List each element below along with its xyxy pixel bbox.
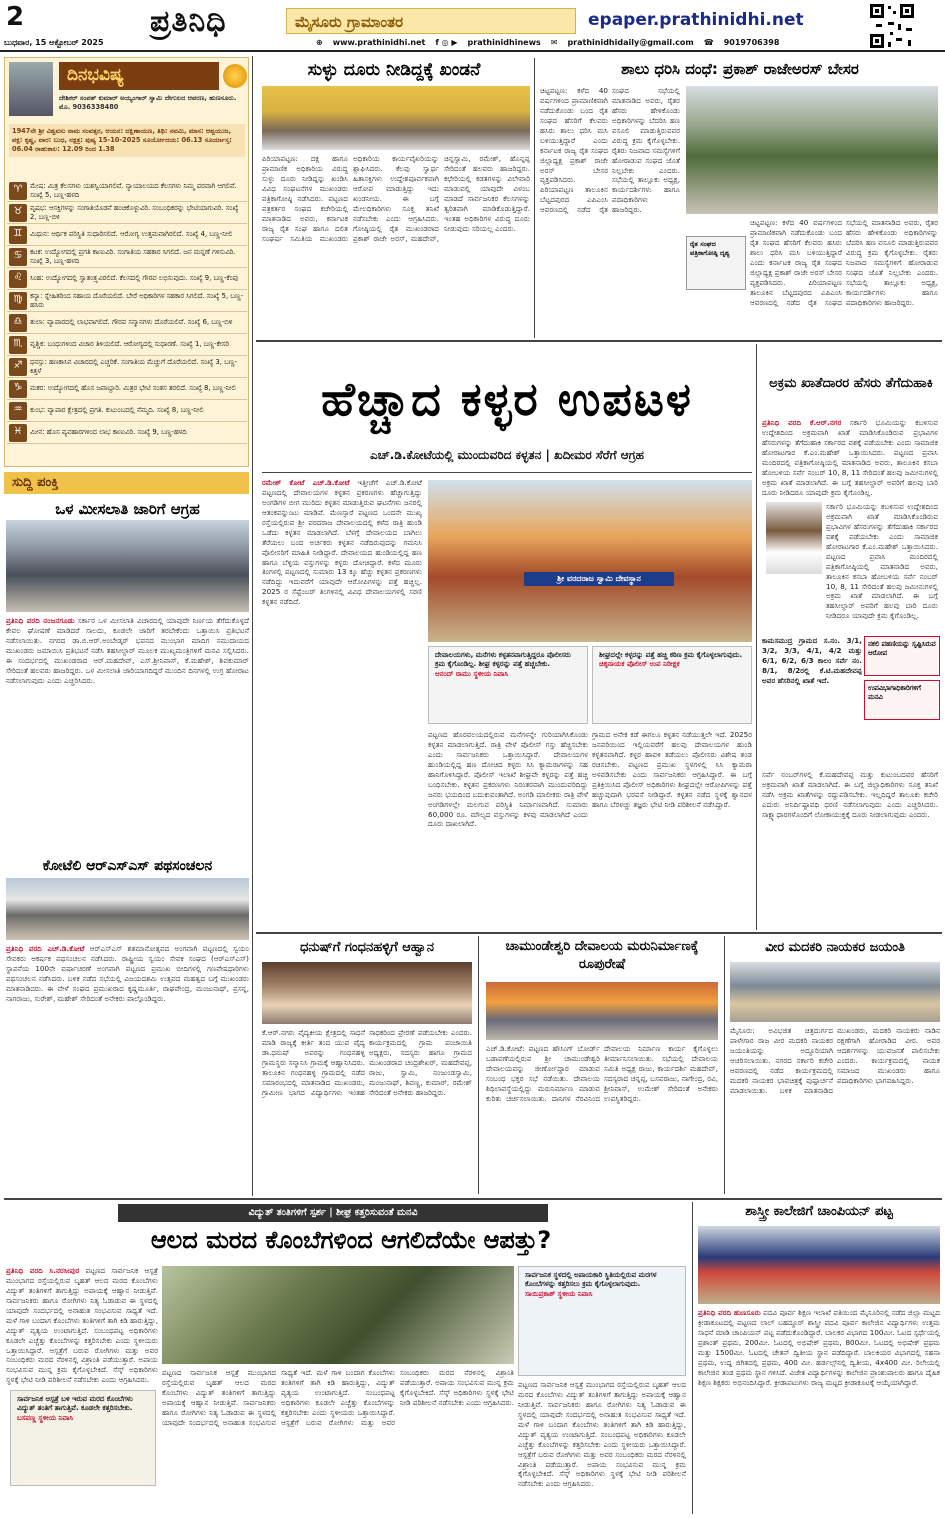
globe-icon: ⊕ (316, 38, 323, 47)
article-madakari: ಮೈಸೂರು: ಅವಿಭಜಿತ ಚಿತ್ರದುರ್ಗದ ಪಾಳೇಗಾರ ರಾಜ ವೀರ ಮದಕರಿ ನಾಯಕರ ಜಯಂತಿಯನ್ನು ಅದ್ದೂರಿಯಾಗಿ ಆಚರಿಸಲಾಯಿತು. ನಗರದ ಸರ್ಕಾರಿ ಕಚೇರಿ ಆವರಣದಲ್ಲಿ ನಡೆದ ಕಾರ್ಯಕ್ರಮದಲ್ಲಿ ಮದಕರಿ ನಾಯಕರ ಭಾವಚಿತ್ರಕ್ಕೆ ಪುಷ್ಪಾರ್ಚನೆ ಮಾಡಲಾಯಿತು. ಬಳಿಕ ಮಾತನಾಡಿದ ಮುಖಂಡರು, ಮದಕರಿ ನಾಯಕರು ನಾಡಿನ ರಕ್ಷಣೆಗಾಗಿ ಹೋರಾಡಿದ ವೀರ. ಅವರ ಆದರ್ಶಗಳನ್ನು ಯುವಜನತೆ ಪಾಲಿಸಬೇಕು ಎಂದರು. ಕಾರ್ಯಕ್ರಮದಲ್ಲಿ ನಾಯಕ ಸಮಾಜದ ಮುಖಂಡರು ಹಾಗೂ ಪದಾಧಿಕಾರಿಗಳು ಭಾಗವಹಿಸಿದ್ದರು. (730, 1026, 940, 1095)
quote-attribution: ಚಿಕ್ಕನಾಯಕ ಪೊಲೀಸ್ ಉಪ ನಿರೀಕ್ಷಕ (599, 660, 680, 669)
kicker-text: ವಿದ್ಯುತ್ ತಂತಿಗಳಿಗೆ ಸ್ಪರ್ಶ | ಶೀಘ್ರ ಕತ್ತರಿಸುವಂತೆ ಮನವಿ (248, 1207, 418, 1218)
article-chamundeshwari: ಎಚ್.ಡಿ.ಕೋಟೆ: ಪಟ್ಟಣದ ಹೌಸಿಂಗ್ ಬೋರ್ಡ್ ಬಡಾವಣೆಯಲ್ಲಿರುವ ಶ್ರೀ ಚಾಮುಂಡೇಶ್ವರಿ ದೇವಾಲಯವನ್ನು ಜೀರ್ಣೋದ್ಧಾರ ಮಾಡುವ ಸಂಬಂಧ ಭಕ್ತರ ಸಭೆ ನಡೆಯಿತು. ದೇವಾಲಯ ಶಿಥಿಲಾವಸ್ಥೆಯಲ್ಲಿದ್ದು ಮರುನಿರ್ಮಾಣ ಮಾಡುವ ಕುರಿತು ಚರ್ಚಿಸಲಾಯಿತು. ದಾನಿಗಳ ನೆರವಿನಿಂದ ದೇವಾಲಯ ನಿರ್ಮಾಣ ಕಾರ್ಯ ಕೈಗೊಳ್ಳಲು ತೀರ್ಮಾನಿಸಲಾಯಿತು. ಸಭೆಯಲ್ಲಿ ದೇವಾಲಯ ಸಮಿತಿ ಅಧ್ಯಕ್ಷ ರಾಜು, ಕಾರ್ಯದರ್ಶಿ ಮಹದೇವ್, ಸದಸ್ಯರಾದ ಚನ್ನಪ್ಪ, ಬಸವರಾಜು, ನಾಗೇಂದ್ರ, ರವಿ, ಶ್ರೀನಿವಾಸ್, ಉಮೇಶ್ ಸೇರಿದಂತೆ ಅನೇಕರು ಉಪಸ್ಥಿತರಿದ್ದರು. (486, 1044, 718, 1103)
contact-strip (316, 38, 861, 47)
article-body: ಆರ್‌ಎಸ್‌ಎಸ್ ಶತಮಾನೋತ್ಸವದ ಅಂಗವಾಗಿ ಪಟ್ಟಣದಲ್ಲಿ ಸ್ವಯಂ ಸೇವಕರು ಆಕರ್ಷಕ ಪಥಸಂಚಲನ ನಡೆಸಿದರು. ರಾಷ್ಟ್ರೀಯ ಸ್ವಯಂ ಸೇವಕ ಸಂಘದ (ಆರ್‌ಎಸ್‌ಎಸ್) ಸ್ಥಾಪನೆಯ 100ನೇ ವರ್ಷಾಚರಣೆ ಅಂಗವಾಗಿ ಪಟ್ಟಣದ ಪ್ರಮುಖ ಬೀದಿಗಳಲ್ಲಿ ಗಣವೇಷಧಾರಿಗಳು ಪಥಸಂಚಲನ ನಡೆಸಿದರು. ಬಳಿಕ ನಡೆದ ಸಭೆಯಲ್ಲಿ ವಿಜಯದಶಮಿ ಉತ್ಸವದ ಮಹತ್ವದ ಬಗ್ಗೆ ಮುಖಂಡರು ಮಾತನಾಡಿದರು. ಈ ವೇಳೆ ಸಂಘದ ಪ್ರಮುಖರಾದ ಕೃಷ್ಣಮೂರ್ತಿ, ರಾಘವೇಂದ್ರ, ಮಂಜುನಾಥ್, ಪ್ರಸನ್ನ, ನಾಗರಾಜು, ಸುರೇಶ್, ಮಹೇಶ್ ಸೇರಿದಂತೆ ಅನೇಕರು ಪಾಲ್ಗೊಂಡಿದ್ದರು. (6, 944, 249, 1003)
info-box-fake-pahani (864, 636, 940, 676)
byline: ಪ್ರತಿನಿಧಿ ವರದಿ ಎಚ್.ಡಿ.ಕೋಟೆ (6, 944, 85, 953)
edition-label: ಮೈಸೂರು ಗ್ರಾಮಾಂತರ (295, 13, 404, 31)
box-text: ನಕಲಿ ಪಹಣಿಯನ್ನು ಸೃಷ್ಟಿಸಿರುವ ಆರೋಪ (868, 640, 936, 657)
horizontal-rule (256, 932, 942, 934)
byline: ಪ್ರತಿನಿಧಿ ವರದಿ ನಂಜನಗೂಡು (6, 616, 75, 625)
article-shalu-cont: ಚಿಟ್ಟಪಟ್ಟಣ: ಕಳೆದ 40 ವರ್ಷಗಳಿಂದ ಪ್ರಾಮಾಣಿಕವಾಗಿ ನಡೆದುಕೊಂಡು ಬಂದ ರೈತ ಸಂಘದ ಹೆಸರಿಗೆ ಕೆಲವರು ಹಸಿರು ಶಾಲು ಧರಿಸಿ ಮಸಿ ಬಳಿಯುತ್ತಿದ್ದಾರೆ ಎಂದು ಕರ್ನಾಟಕ ರಾಜ್ಯ ರೈತ ಸಂಘದ ಜಿಲ್ಲಾಧ್ಯಕ್ಷ ಪ್ರಕಾಶ್ ರಾಜೇ ಅರಸ್ ಬೇಸರ ವ್ಯಕ್ತಪಡಿಸಿದರು. ಪಿರಿಯಾಪಟ್ಟಣ ತಾಲೂಕಿನ ಬೆಟ್ಟದಪುರದ ಎಪಿಎಂಸಿ ಆವರಣದಲ್ಲಿ ನಡೆದ ರೈತ ಸಂಘದ ಸಭೆಯಲ್ಲಿ ಮಾತನಾಡಿದ ಅವರು, ರೈತರ ಹೆಸರು ಹೇಳಿಕೊಂಡು ಅಧಿಕಾರಿಗಳನ್ನು ಬೆದರಿಸಿ ಹಣ ವಸೂಲಿ ಮಾಡುತ್ತಿರುವವರ ವಿರುದ್ಧ ಕ್ರಮ ಕೈಗೊಳ್ಳಬೇಕು. ರೈತರು ನಿಜವಾದ ಸಮಸ್ಯೆಗಳಿಗೆ ಹೋರಾಡುವ ಸಂಘದ ಜೊತೆ ನಿಲ್ಲಬೇಕು ಎಂದರು. ಸಭೆಯಲ್ಲಿ ತಾಲ್ಲೂಕು ಅಧ್ಯಕ್ಷ, ಕಾರ್ಯದರ್ಶಿಗಳು ಹಾಗೂ ಪದಾಧಿಕಾರಿಗಳು ಹಾಜರಿದ್ದರು. (750, 218, 938, 307)
column-divider (478, 936, 479, 1194)
article-body: ಪದವಿ ಪೂರ್ವ ಶಿಕ್ಷಣ ಇಲಾಖೆ ವತಿಯಿಂದ ಮೈಸೂರಿನಲ್ಲಿ ನಡೆದ ಜಿಲ್ಲಾ ಮಟ್ಟದ ಕ್ರೀಡಾಕೂಟದಲ್ಲಿ ಪಟ್ಟಣದ ಲಾಲ್ ಬಹದ್ದೂರ್ ಶಾಸ್ತ್ರೀ ಪದವಿ ಪೂರ್ವ ಕಾಲೇಜಿನ ವಿದ್ಯಾರ್ಥಿಗಳು ಉತ್ತಮ ಸಾಧನೆ ಮಾಡಿ ಚಾಂಪಿಯನ್ ಪಟ್ಟ ಪಡೆದುಕೊಂಡಿದ್ದಾರೆ. ಬಾಲಕರ ವಿಭಾಗದ 100ಮೀ. ಓಟದ ಸ್ಪರ್ಧೆಯಲ್ಲಿ ಪ್ರಶಾಂತ್ ಪ್ರಥಮ, 200ಮೀ. ಓಟದಲ್ಲಿ ಅಭಿಷೇಕ್ ಪ್ರಥಮ, 800ಮೀ. ಓಟದಲ್ಲಿ ಅಭಿಷೇಕ್ ಪ್ರಥಮ ಮತ್ತು 1500ಮೀ. ಓಟದಲ್ಲಿ ಚೇತನ್ ದ್ವಿತೀಯ ಸ್ಥಾನ ಪಡೆದಿದ್ದಾರೆ. ಬಾಲಕಿಯರ ವಿಭಾಗದಲ್ಲಿ ಸಹನಾ ಪ್ರಥಮ, ಉದ್ದ ಜಿಗಿತದಲ್ಲಿ ಪ್ರಥಮ, 400 ಮೀ. ಹರ್ಡಲ್ಸ್‌ನಲ್ಲಿ ದ್ವಿತೀಯ, 4x400 ಮೀ. ರಿಲೇಯಲ್ಲಿ ಕಾಲೇಜಿನ ತಂಡ ಪ್ರಥಮ ಸ್ಥಾನ ಗಳಿಸಿದೆ. ವಿಜೇತ ವಿದ್ಯಾರ್ಥಿಗಳನ್ನು ಕಾಲೇಜಿನ ಪ್ರಾಂಶುಪಾಲರು ಹಾಗೂ ದೈಹಿಕ ಶಿಕ್ಷಣ ಶಿಕ್ಷಕರು ಅಭಿನಂದಿಸಿದ್ದಾರೆ. ಕ್ರೀಡಾಪಟುಗಳು ರಾಜ್ಯ ಮಟ್ಟದ ಕ್ರೀಡಾಕೂಟಕ್ಕೆ ಆಯ್ಕೆಯಾಗಿದ್ದಾರೆ. (698, 1308, 940, 1387)
horizontal-rule (4, 1198, 942, 1200)
page-number: 2 (6, 2, 25, 32)
article-main-col2: ಪಟ್ಟಣದ ಹೊರವಲಯದಲ್ಲಿರುವ ಮನೆಗಳನ್ನೇ ಗುರಿಯಾಗಿಸಿಕೊಂಡು ಕಳ್ಳತನ ಮಾಡಲಾಗುತ್ತಿದೆ. ರಾತ್ರಿ ವೇಳೆ ಪೊಲೀಸ್ ಗಸ್ತು ಹೆಚ್ಚಿಸಬೇಕು ಎಂದು ಸಾರ್ವಜನಿಕರು ಒತ್ತಾಯಿಸಿದ್ದಾರೆ. ದೇವಾಲಯಗಳ ಹುಂಡಿಯಲ್ಲಿದ್ದ ಹಣ ದೋಚಿದ ಕಳ್ಳರು ಸಿಸಿ ಕ್ಯಾಮರಾಗಳನ್ನು ಸಹ ಹಾನಿಗೊಳಿಸಿದ್ದಾರೆ. ಪೊಲೀಸ್ ಇಲಾಖೆ ಶೀಘ್ರವೇ ಕಳ್ಳರನ್ನು ಪತ್ತೆ ಹಚ್ಚಿ ಬಂಧಿಸಬೇಕು. ಕಳ್ಳತನ ಪ್ರಕರಣಗಳು ನಿರಂತರವಾಗಿ ಮುಂದುವರಿದಿದ್ದು ಜನರು ಭಯದಿಂದ ಬದುಕುವಂತಾಗಿದೆ. ಅಂಗಡಿ ಮಾಲೀಕರು ರಾತ್ರಿ ವೇಳೆ ಅಂಗಡಿಗಳಲ್ಲೇ ಮಲಗುವ ಪರಿಸ್ಥಿತಿ ನಿರ್ಮಾಣವಾಗಿದೆ. ಸುಮಾರು 60,000 ರೂ. ಮೌಲ್ಯದ ವಸ್ತುಗಳನ್ನು ಕಳವು ಮಾಡಲಾಗಿದೆ ಎಂದು ದೂರು ದಾಖಲಾಗಿದೆ. (428, 730, 588, 829)
column-divider (724, 936, 725, 1194)
quote-attribution: ಆನಂದ್ ರಾಮು ಸ್ಥಳೀಯ ನಿವಾಸಿ (435, 669, 509, 678)
article-meesalati (6, 616, 249, 854)
article-dhanush: ಕೆ.ಆರ್.ನಗರ: ವೈದ್ಯಕೀಯ ಕ್ಷೇತ್ರದಲ್ಲಿ ಸಾಧನೆ ಮಾಡಿ ರಾಜ್ಯಕ್ಕೆ ಕೀರ್ತಿ ತಂದ ಯುವ ವೈದ್ಯ ಡಾ.ಧನುಷ್ ಅವರನ್ನು ಗಂಧನಹಳ್ಳಿ ಗ್ರಾಮಸ್ಥರು ಸನ್ಮಾನಿಸಿ ಗ್ರಾಮಕ್ಕೆ ಆಹ್ವಾನಿಸಿದರು. ತಾಲೂಕಿನ ಗಂಧನಹಳ್ಳಿ ಗ್ರಾಮದಲ್ಲಿ ನಡೆದ ಸಮಾರಂಭದಲ್ಲಿ ಮಾತನಾಡಿದ ಮುಖಂಡರು, ಗ್ರಾಮೀಣ ಭಾಗದ ವಿದ್ಯಾರ್ಥಿಗಳು ಇಂತಹ ಸಾಧಕರಿಂದ ಪ್ರೇರಣೆ ಪಡೆಯಬೇಕು ಎಂದರು. ಕಾರ್ಯಕ್ರಮದಲ್ಲಿ ಗ್ರಾಮ ಪಂಚಾಯಿತಿ ಅಧ್ಯಕ್ಷರು, ಸದಸ್ಯರು ಹಾಗೂ ಗ್ರಾಮದ ಮುಖಂಡರಾದ ಚಂದ್ರಶೇಖರ್, ಮಹದೇವಪ್ಪ, ರಾಜು, ಸ್ವಾಮಿ, ನಂಜುಂಡಸ್ವಾಮಿ, ಮಂಜುನಾಥ್, ಶಿವಣ್ಣ, ಕುಮಾರ್, ರಮೇಶ್ ಸೇರಿದಂತೆ ಅನೇಕರು ಹಾಜರಿದ್ದರು. (262, 1028, 472, 1097)
temple-sign: ಶ್ರೀ ವರದರಾಜ ಸ್ವಾಮಿ ದೇವಸ್ಥಾನ (524, 572, 674, 586)
section-label-suddi-pankti (4, 472, 249, 494)
photo-meesalati-protest (6, 520, 249, 612)
headline-alada: ಆಲದ ಮರದ ಕೊಂಬೆಗಳಿಂದ ಆಗಲಿದೆಯೇ ಆಪತ್ತು? (150, 1226, 552, 1254)
astrologer-photo (9, 62, 53, 116)
headline-main: ಹೆಚ್ಚಾದ ಕಳ್ಳರ ಉಪಟಳ (321, 372, 693, 426)
article-body: ಪಟ್ಟಣದ ಸಾರ್ವಜನಿಕ ಆಸ್ಪತ್ರೆ ಮುಂಭಾಗದ ರಸ್ತೆಯಲ್ಲಿರುವ ಬೃಹತ್ ಆಲದ ಮರದ ಕೊಂಬೆಗಳು ವಿದ್ಯುತ್ ತಂತಿಗಳಿಗೆ ತಾಗುತ್ತಿದ್ದು ಅಪಾಯಕ್ಕೆ ಆಹ್ವಾನ ನೀಡುತ್ತಿವೆ. ಸಾರ್ವಜನಿಕರು ಹಾಗೂ ರೋಗಿಗಳು ನಿತ್ಯ ಓಡಾಡುವ ಈ ಸ್ಥಳದಲ್ಲಿ ಯಾವುದೇ ಸಂದರ್ಭದಲ್ಲಿ ಅನಾಹುತ ಸಂಭವಿಸುವ ಸಾಧ್ಯತೆ ಇದೆ. ಮಳೆ ಗಾಳಿ ಬಂದಾಗ ಕೊಂಬೆಗಳು ತಂತಿಗಳಿಗೆ ತಾಗಿ ಕಿಡಿ ಹಾರುತ್ತಿದ್ದು, ವಿದ್ಯುತ್ ವ್ಯತ್ಯಯ ಉಂಟಾಗುತ್ತಿದೆ. ಸಂಬಂಧಪಟ್ಟ ಅಧಿಕಾರಿಗಳು ಕೂಡಲೇ ಎಚ್ಚೆತ್ತು ಕೊಂಬೆಗಳನ್ನು ಕತ್ತರಿಸಬೇಕು ಎಂದು ಸ್ಥಳೀಯರು ಒತ್ತಾಯಿಸಿದ್ದಾರೆ. ಆಸ್ಪತ್ರೆಗೆ ಬರುವ ರೋಗಿಗಳು ಮತ್ತು ಅವರ ಸಂಬಂಧಿಕರು ಮರದ ನೆರಳಿನಲ್ಲಿ ವಿಶ್ರಾಂತಿ ಪಡೆಯುತ್ತಾರೆ. ಅಪಾಯ ಸಂಭವಿಸುವ ಮುನ್ನ ಕ್ರಮ ಕೈಗೊಳ್ಳಬೇಕಿದೆ. ಸೆಸ್ಕ್ ಅಧಿಕಾರಿಗಳು ಸ್ಥಳಕ್ಕೆ ಭೇಟಿ ನೀಡಿ ಪರಿಶೀಲನೆ ನಡೆಸಬೇಕು ಎಂದು ಆಗ್ರಹಿಸಿದರು. (6, 1266, 158, 1385)
libra-icon: ♎ (9, 314, 27, 332)
virgo-icon: ♍ (9, 292, 27, 310)
article-main-col3: ಗ್ರಾಮದ ಅನೇಕ ಕಡೆ ಈಗಲೂ ಕಳ್ಳತನ ನಡೆಯುತ್ತಲೇ ಇದೆ. 2025ರ ಜನವರಿಯಿಂದ ಇಲ್ಲಿಯವರೆಗೆ ಹಲವು ದೇವಾಲಯಗಳ ಹುಂಡಿ ಕಳ್ಳತನವಾಗಿದೆ. ಕಳ್ಳರ ಹಾವಳಿ ತಡೆಯಲು ಪೊಲೀಸರು ವಿಶೇಷ ತಂಡ ರಚಿಸಬೇಕು. ಪಟ್ಟಣದ ಪ್ರಮುಖ ಸ್ಥಳಗಳಲ್ಲಿ ಸಿಸಿ ಕ್ಯಾಮರಾ ಅಳವಡಿಸಬೇಕು ಎಂದು ಸಾರ್ವಜನಿಕರು ಆಗ್ರಹಿಸಿದ್ದಾರೆ. ಈ ಬಗ್ಗೆ ಪ್ರತಿಕ್ರಿಯಿಸಿದ ಪೊಲೀಸ್ ಅಧಿಕಾರಿಗಳು ಶೀಘ್ರದಲ್ಲೇ ಆರೋಪಿಗಳನ್ನು ಪತ್ತೆ ಹಚ್ಚುವುದಾಗಿ ಭರವಸೆ ನೀಡಿದ್ದಾರೆ. ಕಳ್ಳತನ ನಡೆದ ಸ್ಥಳಕ್ಕೆ ಶ್ವಾನದಳ ಹಾಗೂ ಬೆರಳಚ್ಚು ತಜ್ಞರು ಭೇಟಿ ನೀಡಿ ಪರಿಶೀಲನೆ ನಡೆಸಿದ್ದಾರೆ. (592, 730, 752, 809)
epaper-link[interactable]: epaper.prathinidhi.net (588, 10, 804, 30)
pisces-icon: ♓ (9, 424, 27, 442)
caption-text: ರೈತ ಸಂಘದ ಪತ್ರಿಕಾಗೋಷ್ಠಿ ದೃಶ್ಯ (690, 240, 730, 257)
zodiac-row: ♑ ಮಕರ: ಉದ್ಯೋಗದಲ್ಲಿ ಹೊಸ ಜವಾಬ್ದಾರಿ. ಮಿತ್ರರ ಭೇಟಿ ಸಂತಸ ತರಲಿದೆ. ಸಂಖ್ಯೆ 8, ಬಣ್ಣ-ನೀಲಿ (7, 378, 247, 400)
horizontal-rule (256, 340, 942, 342)
headline-dhanush: ಧನುಷ್‌ಗೆ ಗಂಧನಹಳ್ಳಿಗೆ ಆಹ್ವಾನ (299, 940, 435, 955)
issue-date: ಬುಧವಾರ, 15 ಅಕ್ಟೋಬರ್ 2025 (4, 38, 104, 47)
photo-banyan-tree (162, 1266, 514, 1364)
photo-athletes (698, 1226, 940, 1304)
photo-felicitation (262, 962, 472, 1024)
article-body: ಸರ್ಕಾರ ಒಳ ಮೀಸಲಾತಿ ವಿಚಾರದಲ್ಲಿ ಯಾವುದೇ ನಿರ್ಣಯ ತೆಗೆದುಕೊಳ್ಳದೆ ಕೇವಲ ಘೋಷಣೆ ಮಾಡಿದರೆ ಸಾಲದು, ಕೂಡಲೇ ಜಾರಿಗೆ ತರಬೇಕೆಂದು ಒತ್ತಾಯಿಸಿ ಪ್ರತಿಭಟನೆ ನಡೆಸಲಾಯಿತು. ನಗರದ ಡಾ.ಬಿ.ಆರ್.ಅಂಬೇಡ್ಕರ್ ಭವನದ ಮುಂಭಾಗ ಮಾದಿಗ ಸಮುದಾಯದ ಮುಖಂಡರು ಜಮಾಯಿಸಿ ಪ್ರತಿಭಟನೆ ನಡೆಸಿ ತಹಸೀಲ್ದಾರ್ ಮೂಲಕ ಮುಖ್ಯಮಂತ್ರಿಗಳಿಗೆ ಮನವಿ ಸಲ್ಲಿಸಿದರು. ಈ ಸಂದರ್ಭದಲ್ಲಿ ಮುಖಂಡರಾದ ಆರ್.ಮಹದೇವ್, ಎಸ್.ಶ್ರೀನಿವಾಸ್, ಕೆ.ಮಹೇಶ್, ಶಿವಕುಮಾರ್ ಸೇರಿದಂತೆ ಹಲವರು ಹಾಜರಿದ್ದರು. ಒಳ ಮೀಸಲಾತಿ ಜಾರಿಯಾಗದಿದ್ದರೆ ಮುಂದಿನ ದಿನಗಳಲ್ಲಿ ಉಗ್ರ ಹೋರಾಟ ನಡೆಸಲಾಗುವುದು ಎಂದು ಎಚ್ಚರಿಸಿದರು. (6, 616, 249, 685)
article-alada-col2: ಪಟ್ಟಣದ ಸಾರ್ವಜನಿಕ ಆಸ್ಪತ್ರೆ ಮುಂಭಾಗದ ರಸ್ತೆಯಲ್ಲಿರುವ ಬೃಹತ್ ಆಲದ ಮರದ ಕೊಂಬೆಗಳು ವಿದ್ಯುತ್ ತಂತಿಗಳಿಗೆ ತಾಗುತ್ತಿದ್ದು ಅಪಾಯಕ್ಕೆ ಆಹ್ವಾನ ನೀಡುತ್ತಿವೆ. ಸಾರ್ವಜನಿಕರು ಹಾಗೂ ರೋಗಿಗಳು ನಿತ್ಯ ಓಡಾಡುವ ಈ ಸ್ಥಳದಲ್ಲಿ ಯಾವುದೇ ಸಂದರ್ಭದಲ್ಲಿ ಅನಾಹುತ ಸಂಭವಿಸುವ ಸಾಧ್ಯತೆ ಇದೆ. ಮಳೆ ಗಾಳಿ ಬಂದಾಗ ಕೊಂಬೆಗಳು ತಂತಿಗಳಿಗೆ ತಾಗಿ ಕಿಡಿ ಹಾರುತ್ತಿದ್ದು, ವಿದ್ಯುತ್ ವ್ಯತ್ಯಯ ಉಂಟಾಗುತ್ತಿದೆ. ಸಂಬಂಧಪಟ್ಟ ಅಧಿಕಾರಿಗಳು ಕೂಡಲೇ ಎಚ್ಚೆತ್ತು ಕೊಂಬೆಗಳನ್ನು ಕತ್ತರಿಸಬೇಕು ಎಂದು ಸ್ಥಳೀಯರು ಒತ್ತಾಯಿಸಿದ್ದಾರೆ. ಆಸ್ಪತ್ರೆಗೆ ಬರುವ ರೋಗಿಗಳು ಮತ್ತು ಅವರ ಸಂಬಂಧಿಕರು ಮರದ ನೆರಳಿನಲ್ಲಿ ವಿಶ್ರಾಂತಿ ಪಡೆಯುತ್ತಾರೆ. ಅಪಾಯ ಸಂಭವಿಸುವ ಮುನ್ನ ಕ್ರಮ ಕೈಗೊಳ್ಳಬೇಕಿದೆ. ಸೆಸ್ಕ್ ಅಧಿಕಾರಿಗಳು ಸ್ಥಳಕ್ಕೆ ಭೇಟಿ ನೀಡಿ ಪರಿಶೀಲನೆ ನಡೆಸಬೇಕು ಎಂದು ಆಗ್ರಹಿಸಿದರು. (162, 1368, 514, 1427)
zodiac-row: ♍ ಕನ್ಯಾ: ಸ್ನೇಹಿತರಿಂದ ಸಹಾಯ ದೊರೆಯಲಿದೆ. ಬೇರೆ ಅಧಿಕಾರಿಗಳ ಸಹಕಾರ ಸಿಗಲಿದೆ. ಸಂಖ್ಯೆ 5, ಬಣ್ಣ-ಹಸಿರು (7, 290, 247, 312)
headline-sullu: ಸುಳ್ಳು ದೂರು ನೀಡಿದ್ದಕ್ಕೆ ಖಂಡನೆ (307, 60, 481, 80)
article-body: ಇತ್ತೀಚೆಗೆ ಎಚ್.ಡಿ.ಕೋಟೆ ಪಟ್ಟಣದಲ್ಲಿ ದೇವಾಲಯಗಳ ಕಳ್ಳತನ ಪ್ರಕರಣಗಳು ಹೆಚ್ಚಾಗುತ್ತಿದ್ದು ಅಂಗಡಿಗಳ ಬೀಗ ಮುರಿದು ಕಳ್ಳತನ ಮಾಡುತ್ತಿರುವ ಘಟನೆಗಳು ಜನರಲ್ಲಿ ಆತಂಕವನ್ನುಂಟು ಮಾಡಿವೆ. ಮೆಣಸ್ಸಾರೆ ಪಟ್ಟಣದ ಒಂದನೇ ಮುಖ್ಯ ರಸ್ತೆಯಲ್ಲಿರುವ ಶ್ರೀ ವರದರಾಜ ದೇವಾಲಯದಲ್ಲಿ ಕಳೆದ ರಾತ್ರಿ ಹುಂಡಿ ಒಡೆದು ಕಳ್ಳತನ ಮಾಡಲಾಗಿದೆ. ಬೆಳಗ್ಗೆ ದೇವಾಲಯದ ಬಾಗಿಲು ತೆರೆಯಲು ಬಂದ ಅರ್ಚಕರು ಕಳ್ಳತನ ನಡೆದಿರುವುದನ್ನು ಗಮನಿಸಿ ಪೊಲೀಸರಿಗೆ ಮಾಹಿತಿ ನೀಡಿದ್ದಾರೆ. ದೇವಾಲಯದ ಹುಂಡಿಯಲ್ಲಿದ್ದ ಹಣ ಹಾಗೂ ಬೆಳ್ಳಿಯ ವಸ್ತುಗಳನ್ನು ಕಳ್ಳರು ದೋಚಿದ್ದಾರೆ. ಕಳೆದ ಮೂರು ತಿಂಗಳಲ್ಲಿ ಪಟ್ಟಣದಲ್ಲಿ ಸುಮಾರು 13 ಕ್ಕೂ ಹೆಚ್ಚು ಕಳ್ಳತನ ಪ್ರಕರಣಗಳು ನಡೆದಿದ್ದು ಇದುವರೆಗೆ ಯಾವುದೇ ಆರೋಪಿಗಳನ್ನು ಪತ್ತೆ ಹಚ್ಚಿಲ್ಲ. 2025 ರ ಸೆಪ್ಟೆಂಬರ್ ತಿಂಗಳಿನಲ್ಲಿ ವಿವಿಧ ದೇವಾಲಯಗಳಲ್ಲಿ ಸರಣಿ ಕಳ್ಳತನ ನಡೆದಿದೆ. (262, 478, 422, 607)
subhead-main: ಎಚ್.ಡಿ.ಕೋಟೆಯಲ್ಲಿ ಮುಂದುವರಿದ ಕಳ್ಳತನ | ಖದೀಮರ ಸೆರೆಗೆ ಆಗ್ರಹ (370, 448, 644, 462)
quote-text: ದೇವಾಲಯಗಳು, ಮನೆಗಳು ಕಳ್ಳತನವಾಗುತ್ತಿದ್ದರೂ ಪೊಲೀಸರು ಕ್ರಮ ಕೈಗೊಂಡಿಲ್ಲ. ಶೀಘ್ರ ಕಳ್ಳರನ್ನು ಪತ್ತೆ ಹಚ್ಚಬೇಕು. (435, 651, 571, 669)
headline-akrama: ಅಕ್ರಮ ಖಾತೆದಾರರ ಹೆಸರು ತೆಗೆದುಹಾಕಿ (769, 376, 933, 391)
article-shastri (698, 1308, 940, 1514)
cancer-icon: ♋ (9, 248, 27, 266)
social-icon: f ◎ ▶ (435, 38, 458, 47)
zodiac-row: ♌ ಸಿಂಹ: ಉದ್ಯೋಗದಲ್ಲಿ ಸ್ವಾತಂತ್ರ್ಯವಿರಲಿದೆ. ಕೆಲಸದಲ್ಲಿ ಗೌರವ ಲಭಿಸುವುದು. ಸಂಖ್ಯೆ 9, ಬಣ್ಣ-ಕೆಂಪು (7, 268, 247, 290)
info-box-petition (864, 680, 940, 720)
photo-activist (766, 502, 822, 574)
sun-emblem-icon (223, 64, 247, 88)
column-divider (534, 58, 535, 338)
qr-code-icon (868, 2, 916, 50)
photo-farmers-group (686, 86, 938, 214)
zodiac-row: ♏ ವೃಶ್ಚಿಕ: ಬಂಧುಗಳಿಂದ ವಿಚಾರ ತಿಳಿಯಲಿದೆ. ಆರೋಗ್ಯದಲ್ಲಿ ಸುಧಾರಣೆ. ಸಂಖ್ಯೆ 1, ಬಣ್ಣ-ಕೇಸರಿ (7, 334, 247, 356)
survey-details: ಕಾಮಸಮುದ್ರ ಗ್ರಾಮದ ಸ.ನಂ. 3/1, 3/2, 3/3, 4/1, 4/2 ಮತ್ತು 6/1, 6/2, 6/3 ಕಾಲಂ ಸರ್ವೆ ನಂ. 8/1, 8/2ರಲ್ಲಿ ಕೆ.ಟಿ.ಮಹದೇವಪ್ಪ ಅವರ ಹೆಸರಿನಲ್ಲಿ ಖಾತೆ ಇದೆ. (762, 636, 862, 685)
horizontal-rule (262, 472, 752, 473)
article-alada-col3: ಪಟ್ಟಣದ ಸಾರ್ವಜನಿಕ ಆಸ್ಪತ್ರೆ ಮುಂಭಾಗದ ರಸ್ತೆಯಲ್ಲಿರುವ ಬೃಹತ್ ಆಲದ ಮರದ ಕೊಂಬೆಗಳು ವಿದ್ಯುತ್ ತಂತಿಗಳಿಗೆ ತಾಗುತ್ತಿದ್ದು ಅಪಾಯಕ್ಕೆ ಆಹ್ವಾನ ನೀಡುತ್ತಿವೆ. ಸಾರ್ವಜನಿಕರು ಹಾಗೂ ರೋಗಿಗಳು ನಿತ್ಯ ಓಡಾಡುವ ಈ ಸ್ಥಳದಲ್ಲಿ ಯಾವುದೇ ಸಂದರ್ಭದಲ್ಲಿ ಅನಾಹುತ ಸಂಭವಿಸುವ ಸಾಧ್ಯತೆ ಇದೆ. ಮಳೆ ಗಾಳಿ ಬಂದಾಗ ಕೊಂಬೆಗಳು ತಂತಿಗಳಿಗೆ ತಾಗಿ ಕಿಡಿ ಹಾರುತ್ತಿದ್ದು, ವಿದ್ಯುತ್ ವ್ಯತ್ಯಯ ಉಂಟಾಗುತ್ತಿದೆ. ಸಂಬಂಧಪಟ್ಟ ಅಧಿಕಾರಿಗಳು ಕೂಡಲೇ ಎಚ್ಚೆತ್ತು ಕೊಂಬೆಗಳನ್ನು ಕತ್ತರಿಸಬೇಕು ಎಂದು ಸ್ಥಳೀಯರು ಒತ್ತಾಯಿಸಿದ್ದಾರೆ. ಆಸ್ಪತ್ರೆಗೆ ಬರುವ ರೋಗಿಗಳು ಮತ್ತು ಅವರ ಸಂಬಂಧಿಕರು ಮರದ ನೆರಳಿನಲ್ಲಿ ವಿಶ್ರಾಂತಿ ಪಡೆಯುತ್ತಾರೆ. ಅಪಾಯ ಸಂಭವಿಸುವ ಮುನ್ನ ಕ್ರಮ ಕೈಗೊಳ್ಳಬೇಕಿದೆ. ಸೆಸ್ಕ್ ಅಧಿಕಾರಿಗಳು ಸ್ಥಳಕ್ಕೆ ಭೇಟಿ ನೀಡಿ ಪರಿಶೀಲನೆ ನಡೆಸಬೇಕು ಎಂದು ಆಗ್ರಹಿಸಿದರು. (518, 1380, 686, 1489)
article-sullu: ಪಿರಿಯಾಪಟ್ಟಣ: ದಕ್ಷ ಹಾಗೂ ಪ್ರಾಮಾಣಿಕ ಅಧಿಕಾರಿಯ ವಿರುದ್ಧ ಸುಳ್ಳು ದೂರು ನೀಡಿದ್ದನ್ನು ಖಂಡಿಸಿ ವಿವಿಧ ಸಂಘಟನೆಗಳ ಮುಖಂಡರು ಪತ್ರಿಕಾಗೋಷ್ಠಿ ನಡೆಸಿದರು. ಪಟ್ಟಣದ ಪತ್ರಕರ್ತರ ಸಂಘದ ಕಚೇರಿಯಲ್ಲಿ ಮಾತನಾಡಿದ ಅವರು, ಕರ್ನಾಟಕ ರಾಜ್ಯ ರೈತ ಸಂಘ ಹಾಗೂ ದಲಿತ ಸಂಘರ್ಷ ಸಮಿತಿಯ ಮುಖಂಡರು ಅಧಿಕಾರಿಯ ಕಾರ್ಯವೈಖರಿಯನ್ನು ಶ್ಲಾಘಿಸಿದರು. ಕೆಲವು ಸ್ವಾರ್ಥ ಹಿತಾಸಕ್ತಿಗಳು ಉದ್ದೇಶಪೂರ್ವಕವಾಗಿ ಆರೋಪ ಮಾಡುತ್ತಿದ್ದು ಇದು ಖಂಡನೀಯ. ಈ ಬಗ್ಗೆ ಮೇಲಧಿಕಾರಿಗಳು ಸೂಕ್ತ ತನಿಖೆ ನಡೆಸಬೇಕು ಎಂದು ಆಗ್ರಹಿಸಿದರು. ಗೋಷ್ಠಿಯಲ್ಲಿ ರೈತ ಮುಖಂಡರಾದ ಪ್ರಕಾಶ್ ರಾಜೇ ಅರಸ್, ಮಹದೇವ್, ಚಿನ್ನಸ್ವಾಮಿ, ರಮೇಶ್, ಹೊನ್ನಪ್ಪ ಸೇರಿದಂತೆ ಹಲವರು ಹಾಜರಿದ್ದರು. ಕಛೇರಿಯಲ್ಲಿ ಕಡತಗಳನ್ನು ವಿಲೇವಾರಿ ಮಾಡುವಲ್ಲಿ ಯಾವುದೇ ವಿಳಂಬ ಮಾಡದೆ ಸಾರ್ವಜನಿಕರ ಕೆಲಸಗಳನ್ನು ತ್ವರಿತವಾಗಿ ಮಾಡಿಕೊಡುತ್ತಿದ್ದಾರೆ. ಇಂತಹ ಅಧಿಕಾರಿಗಳ ವಿರುದ್ಧ ದೂರು ನೀಡುವುದು ಸರಿಯಲ್ಲ ಎಂದರು. (262, 154, 530, 243)
zodiac-row: ♎ ತುಲಾ: ವ್ಯಾಪಾರದಲ್ಲಿ ಲಾಭವಾಗಲಿದೆ. ಗೌರವ ಸನ್ಮಾನಗಳು ದೊರೆಯಲಿವೆ. ಸಂಖ್ಯೆ 6, ಬಣ್ಣ-ಬಿಳಿ (7, 312, 247, 334)
quote-box-police (592, 646, 752, 724)
social-handle[interactable]: prathinidhinews (467, 38, 541, 47)
quote-box-official (518, 1266, 686, 1376)
quote-box-resident (428, 646, 588, 724)
column-divider (252, 56, 253, 1196)
email-icon: ✉ (550, 38, 558, 47)
article-main-col1 (262, 478, 422, 923)
byline: ಪ್ರತಿನಿಧಿ ವರದಿ ಹುಣಸೂರು (698, 1308, 761, 1317)
article-akrama-body2: ಸರ್ವೆ ನಂಬರ್‌ಗಳಲ್ಲಿ ಕೆ.ಮಹದೇವಪ್ಪ ಮತ್ತು ಕುಟುಂಬದವರ ಹೆಸರಿಗೆ ಅಕ್ರಮವಾಗಿ ಖಾತೆ ಮಾಡಲಾಗಿದೆ. ಈ ಬಗ್ಗೆ ಜಿಲ್ಲಾಧಿಕಾರಿಗಳು ಸೂಕ್ತ ತನಿಖೆ ನಡೆಸಿ ಅಕ್ರಮ ಖಾತೆಗಳನ್ನು ರದ್ದುಪಡಿಸಬೇಕು. ಇಲ್ಲದಿದ್ದರೆ ತಾಲೂಕು ಕಚೇರಿ ಎದುರು ಅನಿರ್ದಿಷ್ಟಾವಧಿ ಧರಣಿ ನಡೆಸಲಾಗುವುದು ಎಂದು ಎಚ್ಚರಿಸಿದರು. ಸಾಕ್ಷ್ಯಾಧಾರಗಳೊಂದಿಗೆ ಲೋಕಾಯುಕ್ತಕ್ಕೆ ದೂರು ನೀಡಲಾಗುವುದು ಎಂದರು. (762, 770, 938, 819)
photo-temple (428, 480, 752, 642)
quote-attribution: ಸಾಯಿಪ್ರಕಾಶ್ ಸ್ಥಳೀಯ ನಿವಾಸಿ (525, 1289, 593, 1298)
zodiac-row: ♒ ಕುಂಭ: ವ್ಯಾಪಾರ ಕ್ಷೇತ್ರದಲ್ಲಿ ಪ್ರಗತಿ. ಕುಟುಂಬದಲ್ಲಿ ನೆಮ್ಮದಿ. ಸಂಖ್ಯೆ 8, ಬಣ್ಣ-ನೀಲಿ (7, 400, 247, 422)
zodiac-row: ♋ ಕಟಕ: ಉದ್ಯೋಗದಲ್ಲಿ ಪ್ರಗತಿ ಕಾಣುವಿರಿ. ಸಂಗಾತಿಯ ಸಹಕಾರ ಸಿಗಲಿದೆ. ಜನ ಮನ್ನಣೆ ಗಳಿಸುವಿರಿ. ಸಂಖ್ಯೆ 3, ಬಣ್ಣ-ಹಳದಿ (7, 246, 247, 268)
photo-caption-box (686, 236, 746, 290)
quote-attribution: ಬಸವಣ್ಣ ಸ್ಥಳೀಯ ನಿವಾಸಿ (17, 1413, 74, 1422)
column-divider (692, 1202, 693, 1514)
leo-icon: ♌ (9, 270, 27, 288)
quote-text: ಸಾರ್ವಜನಿಕ ಸ್ಥಳದಲ್ಲಿ ಅಪಾಯಕಾರಿ ಸ್ಥಿತಿಯಲ್ಲಿರುವ ಮರಗಳ ಕೊಂಬೆಗಳನ್ನು ಕತ್ತರಿಸಲು ಕ್ರಮ ಕೈಗೊಳ್ಳಲಾಗುವುದು. (525, 1271, 657, 1289)
quote-text: ಶೀಘ್ರದಲ್ಲೇ ಕಳ್ಳರನ್ನು ಪತ್ತೆ ಹಚ್ಚಿ ಕಠಿಣ ಕ್ರಮ ಕೈಗೊಳ್ಳಲಾಗುವುದು. (599, 651, 743, 659)
headline-shastri: ಶಾಸ್ತ್ರೀ ಕಾಲೇಜಿಗೆ ಚಾಂಪಿಯನ್ ಪಟ್ಟ (745, 1204, 893, 1219)
horoscope-panel (4, 57, 249, 467)
photo-jayanti (730, 962, 940, 1022)
byline: ಪ್ರತಿನಿಧಿ ವರದಿ ಕೆ.ಆರ್.ನಗರ (762, 418, 842, 427)
phone-icon: ☎ (703, 38, 714, 47)
box-text: ಉಪವಿಭಾಗಾಧಿಕಾರಿಗಳಿಗೆ ಮನವಿ (868, 684, 921, 701)
phone-number: 9019706398 (723, 38, 780, 47)
headline-shalu: ಶಾಲು ಧರಿಸಿ ದಂಧೆ: ಪ್ರಕಾಶ್ ರಾಜೇಅರಸ್ ಬೇಸರ (621, 60, 859, 78)
headline-chamundeshwari: ಚಾಮುಂಡೇಶ್ವರಿ ದೇವಾಲಯ ಮರುನಿರ್ಮಾಣಕ್ಕೆ ರೂಪುರೇಷೆ (505, 939, 699, 972)
gemini-icon: ♊ (9, 226, 27, 244)
zodiac-row: ♐ ಧನಸ್ಸು: ಹಣಕಾಸಿನ ವಿಚಾರದಲ್ಲಿ ಎಚ್ಚರಿಕೆ. ಸಂಗಾತಿಯ ಮೆಚ್ಚುಗೆ ದೊರೆಯಲಿದೆ. ಸಂಖ್ಯೆ 3, ಬಣ್ಣ-ಕಿತ್ತಳೆ (7, 356, 247, 378)
section-title: ಸುದ್ದಿ ಪಂಕ್ತಿ (12, 475, 59, 490)
photo-temple-meeting (486, 982, 718, 1040)
aquarius-icon: ♒ (9, 402, 27, 420)
photo-press-meet (262, 86, 530, 150)
headline-meesalati: ಒಳ ಮೀಸಲಾತಿ ಜಾರಿಗೆ ಆಗ್ರಹ (55, 500, 200, 518)
website-link[interactable]: www.prathinidhi.net (332, 38, 426, 47)
zodiac-row: ♊ ಮಿಥುನ: ಆರ್ಥಿಕ ಪರಿಸ್ಥಿತಿ ಸುಧಾರಿಸಲಿದೆ. ಆರೋಗ್ಯ ಉತ್ತಮವಾಗಿರಲಿದೆ. ಸಂಖ್ಯೆ 4, ಬಣ್ಣ-ನೀಲಿ (7, 224, 247, 246)
masthead (0, 0, 945, 52)
panchanga: 1947ನೇ ಶ್ರೀ ವಿಶ್ವವಸು ನಾಮ ಸಂವತ್ಸರ, ಆಯನ: ದಕ್ಷಿಣಾಯಣ, ತಿಥಿ: ನವಮಿ, ಮಾಸ: ಆಶ್ವಯುಜ, ಪಕ್ಷ: ಕೃಷ್ಣ, ವಾರ: ಬುಧ, ನಕ್ಷತ್ರ: ಪುಷ್ಯ 15-10-2025 ಸೂರ್ಯೋದಯ: 06.13 ಸೂರ್ಯಾಸ್ತ: 06.04 ರಾಹುಕಾಲ: 12.09 ರಿಂದ 1.38 (9, 124, 245, 157)
quote-text: ಸಾರ್ವಜನಿಕ ಆಸ್ಪತ್ರೆ ಬಳಿ ಇರುವ ಮರದ ಕೊಂಬೆಗಳು ವಿದ್ಯುತ್ ತಂತಿಗೆ ತಾಗುತ್ತಿವೆ. ಕೂಡಲೇ ಕತ್ತರಿಸಬೇಕು. (17, 1395, 133, 1413)
headline-madakari: ವೀರ ಮದಕರಿ ನಾಯಕರ ಜಯಂತಿ (765, 940, 905, 955)
astrologer-info: ದೇಶಿಕರ್ ಸಂಪತ್ ಕುಮಾರ್ ಅಯ್ಯಂಗಾರ್ ಸ್ವಾಮಿ ದೇಗುಲದ ಆವರಣ, ಹುಣಸೂರು. ಮೊ. 9036338480 (59, 94, 237, 111)
kicker-alada (118, 1204, 548, 1222)
zodiac-list (7, 180, 247, 444)
aries-icon: ♈ (9, 182, 27, 200)
headline-rss: ಕೋಟೆಲಿ ಆರ್‌ಎಸ್‌ಎಸ್ ಪಥಸಂಚಲನ (42, 858, 213, 874)
zodiac-row: ♈ ಮೇಷ: ಮಿತ್ರ ಕೆಲಸಗಳು ಯಶಸ್ವಿಯಾಗಲಿವೆ. ನ್ಯಾಯಾಲಯದ ಕೆಲಸಗಳು ನಿಮ್ಮ ಪರವಾಗಿ ಆಗಲಿವೆ. ಸಂಖ್ಯೆ 5, ಬಣ್ಣ-ಹಳದಿ (7, 180, 247, 202)
quote-box-resident (10, 1390, 156, 1486)
article-body: ಸರ್ಕಾರಿ ಭೂಮಿಯನ್ನು ಕಬಳಿಸುವ ಉದ್ದೇಶದಿಂದ ಅಕ್ರಮವಾಗಿ ಖಾತೆ ಮಾಡಿಸಿಕೊಂಡಿರುವ ಪ್ರಭಾವಿಗಳ ಹೆಸರುಗಳನ್ನು ತೆಗೆದುಹಾಕಿ ಸರ್ಕಾರದ ವಶಕ್ಕೆ ಪಡೆಯಬೇಕು ಎಂದು ಸಾಮಾಜಿಕ ಹೋರಾಟಗಾರ ಕೆ.ಎಂ.ಮಹೇಶ್ ಒತ್ತಾಯಿಸಿದರು. ಪಟ್ಟಣದ ಪ್ರವಾಸಿ ಮಂದಿರದಲ್ಲಿ ಪತ್ರಿಕಾಗೋಷ್ಠಿಯಲ್ಲಿ ಮಾತನಾಡಿದ ಅವರು, ತಾಲೂಕಿನ ಕಸಬಾ ಹೋಬಳಿಯ ಸರ್ವೆ ನಂಬರ್ 10, 8, 11 ಸೇರಿದಂತೆ ಹಲವು ಜಮೀನುಗಳಲ್ಲಿ ಅಕ್ರಮ ಖಾತೆ ಮಾಡಲಾಗಿದೆ. ಈ ಬಗ್ಗೆ ತಹಸೀಲ್ದಾರ್ ಅವರಿಗೆ ಹಲವು ಬಾರಿ ದೂರು ನೀಡಿದರೂ ಯಾವುದೇ ಕ್ರಮ ಕೈಗೊಂಡಿಲ್ಲ. (762, 418, 938, 497)
article-shalu: ಚಿಟ್ಟಪಟ್ಟಣ: ಕಳೆದ 40 ವರ್ಷಗಳಿಂದ ಪ್ರಾಮಾಣಿಕವಾಗಿ ನಡೆದುಕೊಂಡು ಬಂದ ರೈತ ಸಂಘದ ಹೆಸರಿಗೆ ಕೆಲವರು ಹಸಿರು ಶಾಲು ಧರಿಸಿ ಮಸಿ ಬಳಿಯುತ್ತಿದ್ದಾರೆ ಎಂದು ಕರ್ನಾಟಕ ರಾಜ್ಯ ರೈತ ಸಂಘದ ಜಿಲ್ಲಾಧ್ಯಕ್ಷ ಪ್ರಕಾಶ್ ರಾಜೇ ಅರಸ್ ಬೇಸರ ವ್ಯಕ್ತಪಡಿಸಿದರು. ಪಿರಿಯಾಪಟ್ಟಣ ತಾಲೂಕಿನ ಬೆಟ್ಟದಪುರದ ಎಪಿಎಂಸಿ ಆವರಣದಲ್ಲಿ ನಡೆದ ರೈತ ಸಂಘದ ಸಭೆಯಲ್ಲಿ ಮಾತನಾಡಿದ ಅವರು, ರೈತರ ಹೆಸರು ಹೇಳಿಕೊಂಡು ಅಧಿಕಾರಿಗಳನ್ನು ಬೆದರಿಸಿ ಹಣ ವಸೂಲಿ ಮಾಡುತ್ತಿರುವವರ ವಿರುದ್ಧ ಕ್ರಮ ಕೈಗೊಳ್ಳಬೇಕು. ರೈತರು ನಿಜವಾದ ಸಮಸ್ಯೆಗಳಿಗೆ ಹೋರಾಡುವ ಸಂಘದ ಜೊತೆ ನಿಲ್ಲಬೇಕು ಎಂದರು. ಸಭೆಯಲ್ಲಿ ತಾಲ್ಲೂಕು ಅಧ್ಯಕ್ಷ, ಕಾರ್ಯದರ್ಶಿಗಳು ಹಾಗೂ ಪದಾಧಿಕಾರಿಗಳು ಹಾಜರಿದ್ದರು. (540, 86, 680, 215)
paper-name-logo: ಪ್ರತಿನಿಧಿ (150, 4, 227, 39)
article-rss (6, 944, 249, 1192)
horoscope-title: ದಿನಭವಿಷ್ಯ (59, 62, 219, 90)
column-divider (756, 344, 757, 930)
capricorn-icon: ♑ (9, 380, 27, 398)
scorpio-icon: ♏ (9, 336, 27, 354)
byline: ಪ್ರತಿನಿಧಿ ವರದಿ ಸಿ.ನರಸೀಪುರ (6, 1266, 80, 1275)
email-link[interactable]: prathinidhidaily@gmail.com (567, 38, 694, 47)
sagittarius-icon: ♐ (9, 358, 27, 376)
article-akrama (762, 418, 938, 498)
zodiac-row: ♓ ಮೀನ: ಹೊಸ ವ್ಯವಹಾರಗಳಿಂದ ಲಾಭ ಕಾಣುವಿರಿ. ಸಂಖ್ಯೆ 9, ಬಣ್ಣ-ಹಳದಿ (7, 422, 247, 444)
edition-banner (286, 8, 576, 34)
photo-rss-march (6, 878, 249, 940)
taurus-icon: ♉ (9, 204, 27, 222)
byline: ರಮೇಶ್ ಕೋಟೆ ಎಚ್.ಡಿ.ಕೋಟೆ (262, 478, 350, 487)
article-akrama-cont: ಸರ್ಕಾರಿ ಭೂಮಿಯನ್ನು ಕಬಳಿಸುವ ಉದ್ದೇಶದಿಂದ ಅಕ್ರಮವಾಗಿ ಖಾತೆ ಮಾಡಿಸಿಕೊಂಡಿರುವ ಪ್ರಭಾವಿಗಳ ಹೆಸರುಗಳನ್ನು ತೆಗೆದುಹಾಕಿ ಸರ್ಕಾರದ ವಶಕ್ಕೆ ಪಡೆಯಬೇಕು ಎಂದು ಸಾಮಾಜಿಕ ಹೋರಾಟಗಾರ ಕೆ.ಎಂ.ಮಹೇಶ್ ಒತ್ತಾಯಿಸಿದರು. ಪಟ್ಟಣದ ಪ್ರವಾಸಿ ಮಂದಿರದಲ್ಲಿ ಪತ್ರಿಕಾಗೋಷ್ಠಿಯಲ್ಲಿ ಮಾತನಾಡಿದ ಅವರು, ತಾಲೂಕಿನ ಕಸಬಾ ಹೋಬಳಿಯ ಸರ್ವೆ ನಂಬರ್ 10, 8, 11 ಸೇರಿದಂತೆ ಹಲವು ಜಮೀನುಗಳಲ್ಲಿ ಅಕ್ರಮ ಖಾತೆ ಮಾಡಲಾಗಿದೆ. ಈ ಬಗ್ಗೆ ತಹಸೀಲ್ದಾರ್ ಅವರಿಗೆ ಹಲವು ಬಾರಿ ದೂರು ನೀಡಿದರೂ ಯಾವುದೇ ಕ್ರಮ ಕೈಗೊಂಡಿಲ್ಲ. (826, 502, 938, 621)
zodiac-row: ♉ ವೃಷಭ: ಆಸಕ್ತಿಗಳನ್ನು ಸಂಗಾತಿಯೊಡನೆ ಹಂಚಿಕೊಳ್ಳುವಿರಿ. ಸಂಬಂಧಿಕರನ್ನು ಭೇಟಿಯಾಗುವಿರಿ. ಸಂಖ್ಯೆ 2, ಬಣ್ಣ-ಬಿಳಿ (7, 202, 247, 224)
